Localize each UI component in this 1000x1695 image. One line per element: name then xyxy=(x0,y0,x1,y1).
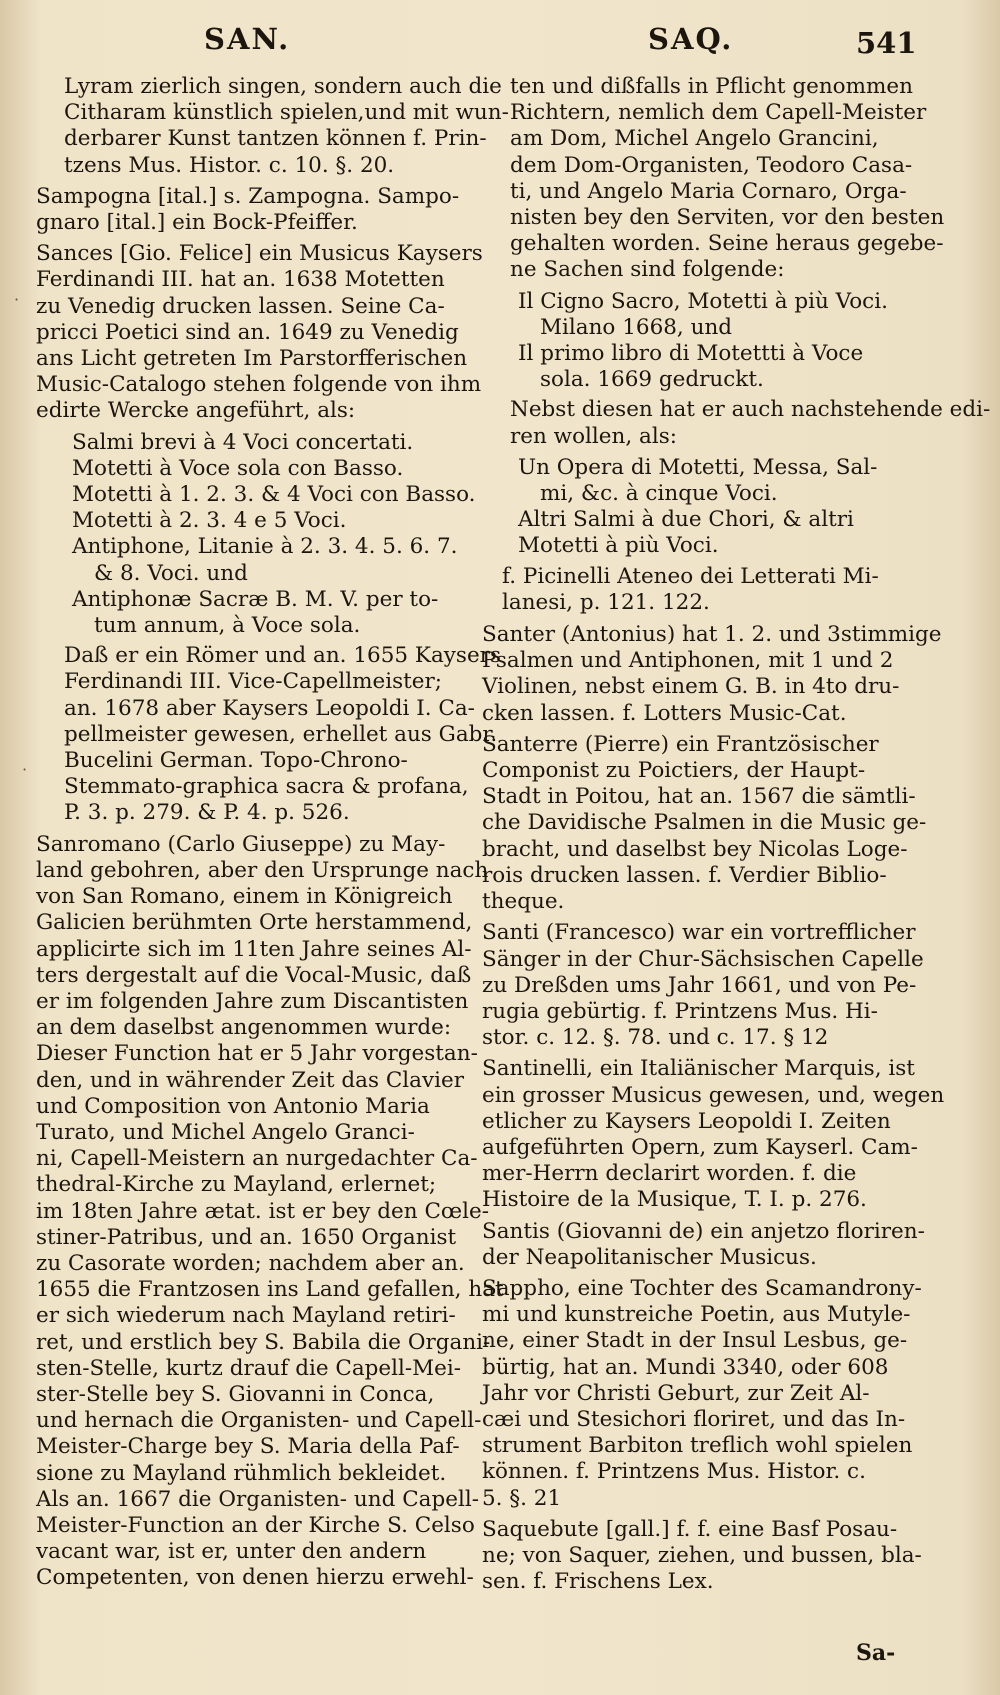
text-line: Richtern, nemlich dem Capell-Meister xyxy=(510,100,927,126)
text-line: Psalmen und Antiphonen, mit 1 und 2 xyxy=(482,648,894,674)
entry-entry xyxy=(482,1275,922,1512)
text-line: stiner-Patribus, und an. 1650 Organist xyxy=(36,1224,457,1250)
text-line: Motetti à Voce sola con Basso. xyxy=(72,455,404,481)
entry-entry xyxy=(482,1056,945,1213)
entry-entry xyxy=(482,1218,925,1271)
text-line: gnaro [ital.] ein Bock-Pfeiffer. xyxy=(36,210,358,236)
text-line: von San Romano, einem in Königreich xyxy=(36,884,453,910)
margin-mark: · xyxy=(14,290,20,309)
text-line: theque. xyxy=(482,889,565,915)
text-line: land gebohren, aber den Ursprunge nach xyxy=(36,857,489,883)
text-line: rugia gebürtig. f. Printzens Mus. Hi- xyxy=(482,998,878,1024)
text-line: zu Casorate worden; nachdem aber an. xyxy=(36,1250,465,1276)
text-line: Ferdinandi III. hat an. 1638 Motetten xyxy=(36,267,445,293)
text-line: der Neapolitanischer Musicus. xyxy=(482,1244,817,1270)
text-line: Antiphone, Litanie à 2. 3. 4. 5. 6. 7. xyxy=(72,534,458,560)
text-line: mi und kunstreiche Poetin, aus Mutyle- xyxy=(482,1302,911,1328)
text-line: strument Barbiton treflich wohl spielen xyxy=(482,1433,913,1459)
text-line: Competenten, von denen hierzu erwehl- xyxy=(36,1565,474,1591)
text-line: an. 1678 aber Kaysers Leopoldi I. Ca- xyxy=(64,695,475,721)
text-line: Citharam künstlich spielen,und mit wun- xyxy=(64,100,509,126)
entry-list xyxy=(482,289,912,394)
text-line: ni, Capell-Meistern an nurgedachter Ca- xyxy=(36,1146,478,1172)
text-line: sola. 1669 gedruckt. xyxy=(540,367,764,393)
text-line: Il Cigno Sacro, Motetti à più Voci. xyxy=(518,288,888,314)
text-line: & 8. Voci. und xyxy=(94,560,248,586)
catchword: Sa- xyxy=(856,1640,896,1666)
text-line: Altri Salmi à due Chori, & altri xyxy=(518,507,854,533)
text-line: sen. f. Frischens Lex. xyxy=(482,1569,714,1595)
text-line: Sances [Gio. Felice] ein Musicus Kaysers xyxy=(36,241,483,267)
text-line: applicirte sich im 11ten Jahre seines Al- xyxy=(36,936,472,962)
entry-note xyxy=(482,564,912,616)
text-line: an dem daselbst angenommen wurde: xyxy=(36,1015,452,1041)
text-line: Santinelli, ein Italiänischer Marquis, ist xyxy=(482,1056,915,1082)
text-line: stor. c. 12. §. 78. und c. 17. § 12 xyxy=(482,1025,829,1051)
entry-list xyxy=(482,455,912,560)
page-header xyxy=(0,22,1000,62)
text-line: Santi (Francesco) war ein vortrefflicher xyxy=(482,920,916,946)
text-line: Music-Catalogo stehen folgende von ihm xyxy=(36,372,482,398)
text-line: Jahr vor Christi Geburt, zur Zeit Al- xyxy=(482,1380,870,1406)
text-line: P. 3. p. 279. & P. 4. p. 526. xyxy=(64,800,350,826)
text-line: rois drucken lassen. f. Verdier Biblio- xyxy=(482,862,887,888)
text-line: f. Picinelli Ateneo dei Letterati Mi- xyxy=(502,563,879,589)
text-line: Un Opera di Motetti, Messa, Sal- xyxy=(518,454,878,480)
right-column xyxy=(482,74,991,1600)
text-line: er im folgenden Jahre zum Discantisten xyxy=(36,988,469,1014)
text-line: Milano 1668, und xyxy=(540,314,733,340)
text-line: Histoire de la Musique, T. I. p. 276. xyxy=(482,1187,867,1213)
text-line: Saquebute [gall.] f. f. eine Basf Posau- xyxy=(482,1516,898,1542)
text-line: und hernach die Organisten- und Capell- xyxy=(36,1408,482,1434)
entry-entry xyxy=(482,731,927,915)
text-line: zu Dreßden ums Jahr 1661, und von Pe- xyxy=(482,972,917,998)
text-line: ne Sachen sind folgende: xyxy=(510,257,785,283)
running-head-left: SAN. xyxy=(204,22,291,56)
entry-cont xyxy=(36,643,501,826)
text-line: sione zu Mayland rühmlich bekleidet. xyxy=(36,1460,447,1486)
text-line: ten und dißfalls in Pflicht genommen xyxy=(510,74,913,99)
text-line: er sich wiederum nach Mayland retiri- xyxy=(36,1303,456,1329)
text-line: und Composition von Antonio Maria xyxy=(36,1093,430,1119)
text-line: Galicien berühmten Orte herstammend, xyxy=(36,910,473,936)
text-line: den, und in währender Zeit das Clavier xyxy=(36,1067,464,1093)
text-line: gehalten worden. Seine heraus gegebe- xyxy=(510,231,944,257)
text-line: Ferdinandi III. Vice-Capellmeister; xyxy=(64,669,442,695)
margin-mark: · xyxy=(22,760,28,779)
entry-entry xyxy=(36,831,504,1592)
text-line: Stemmato-graphica sacra & profana, xyxy=(64,774,469,800)
text-line: Bucelini German. Topo-Chrono- xyxy=(64,748,408,774)
text-line: pricci Poetici sind an. 1649 zu Venedig xyxy=(36,319,459,345)
text-line: Il primo libro di Motettti à Voce xyxy=(518,341,864,367)
text-line: dem Dom-Organisten, Teodoro Casa- xyxy=(510,152,913,178)
text-line: Antiphonæ Sacræ B. M. V. per to- xyxy=(72,586,439,612)
text-line: am Dom, Michel Angelo Grancini, xyxy=(510,126,879,152)
text-line: ein grosser Musicus gewesen, und, wegen xyxy=(482,1082,945,1108)
text-line: Santer (Antonius) hat 1. 2. und 3stimmige xyxy=(482,622,942,648)
page-number: 541 xyxy=(856,26,917,60)
text-line: ren wollen, als: xyxy=(510,423,677,449)
text-line: mer-Herrn declarirt worden. f. die xyxy=(482,1161,857,1187)
text-line: etlicher zu Kaysers Leopoldi I. Zeiten xyxy=(482,1108,891,1134)
text-line: Meister-Function an der Kirche S. Celso xyxy=(36,1512,475,1538)
text-line: aufgeführten Opern, zum Kayserl. Cam- xyxy=(482,1134,918,1160)
text-line: pellmeister gewesen, erhellet aus Gabr. xyxy=(64,721,498,747)
text-line: Turato, und Michel Angelo Granci- xyxy=(36,1119,415,1145)
left-column xyxy=(36,74,509,1597)
text-line: ne; von Saquer, ziehen, und bussen, bla- xyxy=(482,1542,922,1568)
text-line: Motetti à più Voci. xyxy=(518,533,719,559)
text-line: Salmi brevi à 4 Voci concertati. xyxy=(72,429,414,455)
entry-cont xyxy=(482,397,991,449)
entry-entry xyxy=(36,184,466,236)
text-line: ti, und Angelo Maria Cornaro, Orga- xyxy=(510,178,907,204)
text-line: Santis (Giovanni de) ein anjetzo floriren- xyxy=(482,1218,925,1244)
text-line: Sänger in der Chur-Sächsischen Capelle xyxy=(482,946,924,972)
entry-entry xyxy=(36,241,483,424)
text-line: Nebst diesen hat er auch nachstehende edi- xyxy=(510,397,991,423)
text-line: edirte Wercke angeführt, als: xyxy=(36,398,356,424)
entry-cont xyxy=(482,74,945,284)
text-line: lanesi, p. 121. 122. xyxy=(502,589,710,615)
text-line: tzens Mus. Histor. c. 10. §. 20. xyxy=(64,152,395,178)
text-line: ters dergestalt auf die Vocal-Music, daß xyxy=(36,962,472,988)
running-head-right: SAQ. xyxy=(648,22,734,56)
text-line: Motetti à 1. 2. 3. & 4 Voci con Basso. xyxy=(72,482,476,508)
entry-entry xyxy=(482,1516,922,1596)
text-line: Sappho, eine Tochter des Scamandrony- xyxy=(482,1275,922,1301)
text-line: nisten bey den Serviten, vor den besten xyxy=(510,205,945,231)
text-line: 5. §. 21 xyxy=(482,1485,562,1511)
text-line: Santerre (Pierre) ein Frantzösischer xyxy=(482,731,879,757)
text-line: vacant war, ist er, unter den andern xyxy=(36,1539,427,1565)
text-line: Meister-Charge bey S. Maria della Paf- xyxy=(36,1434,460,1460)
text-line: thedral-Kirche zu Mayland, erlernet; xyxy=(36,1172,437,1198)
text-line: zu Venedig drucken lassen. Seine Ca- xyxy=(36,293,445,319)
text-line: che Davidische Psalmen in die Music ge- xyxy=(482,810,927,836)
text-line: Dieser Function hat er 5 Jahr vorgestan- xyxy=(36,1041,478,1067)
text-line: Als an. 1667 die Organisten- und Capell- xyxy=(36,1486,479,1512)
text-line: Sanromano (Carlo Giuseppe) zu May- xyxy=(36,831,446,857)
text-line: Componist zu Poictiers, der Haupt- xyxy=(482,758,866,784)
text-line: bracht, und daselbst bey Nicolas Loge- xyxy=(482,836,908,862)
text-line: Sampogna [ital.] s. Zampogna. Sampo- xyxy=(36,183,460,209)
text-line: ne, einer Stadt in der Insul Lesbus, ge- xyxy=(482,1328,908,1354)
text-line: ster-Stelle bey S. Giovanni in Conca, xyxy=(36,1381,435,1407)
entry-list xyxy=(36,429,476,640)
entry-cont xyxy=(36,74,509,179)
text-line: Lyram zierlich singen, sondern auch die xyxy=(64,74,502,99)
text-line: Stadt in Poitou, hat an. 1567 die sämtli- xyxy=(482,784,916,810)
text-line: Daß er ein Römer und an. 1655 Kaysers xyxy=(64,643,501,669)
text-line: bürtig, hat an. Mundi 3340, oder 608 xyxy=(482,1354,889,1380)
text-line: 1655 die Frantzosen ins Land gefallen, hat xyxy=(36,1277,504,1303)
text-line: ret, und erstlich bey S. Babila die Organi- xyxy=(36,1329,491,1355)
entry-entry xyxy=(482,622,942,727)
text-line: derbarer Kunst tantzen können f. Prin- xyxy=(64,126,487,152)
text-line: Motetti à 2. 3. 4 e 5 Voci. xyxy=(72,508,347,534)
text-line: cken lassen. f. Lotters Music-Cat. xyxy=(482,700,847,726)
text-line: im 18ten Jahre ætat. ist er bey den Cœle- xyxy=(36,1198,490,1224)
text-line: cæi und Stesichori floriret, und das In- xyxy=(482,1406,906,1432)
text-line: können. f. Printzens Mus. Histor. c. xyxy=(482,1459,866,1485)
text-line: sten-Stelle, kurtz drauf die Capell-Mei- xyxy=(36,1355,462,1381)
text-line: ans Licht getreten Im Parstorfferischen xyxy=(36,346,468,372)
text-line: mi, &c. à cinque Voci. xyxy=(540,481,778,507)
text-line: tum annum, à Voce sola. xyxy=(94,613,361,639)
entry-entry xyxy=(482,920,924,1051)
text-line: Violinen, nebst einem G. B. in 4to dru- xyxy=(482,674,900,700)
